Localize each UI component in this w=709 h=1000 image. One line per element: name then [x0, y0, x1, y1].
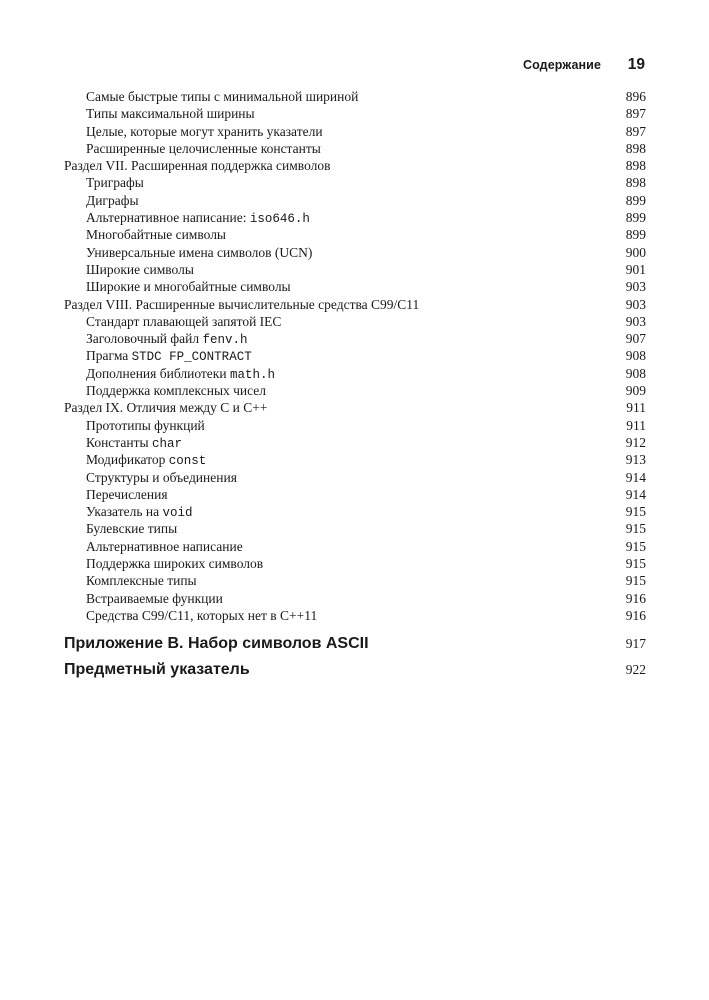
toc-entry-title — [86, 175, 144, 190]
toc-entry-page: 912 — [625, 434, 646, 450]
toc-entry-page: 915 — [625, 504, 646, 520]
toc-entry-title — [86, 227, 226, 242]
toc-entry-page: 913 — [625, 452, 646, 468]
toc-text: Заголовочный файл — [86, 331, 203, 347]
toc-entry-page: 898 — [625, 140, 646, 156]
toc-text: Встраиваемые функции — [86, 590, 223, 606]
toc-text: Альтернативное написание — [86, 538, 243, 554]
toc-subject-index-title: Предметный указатель — [64, 661, 250, 678]
toc-entry-page: 903 — [625, 313, 646, 329]
toc-entry — [64, 192, 646, 209]
toc-text: Раздел IX. Отличия между C и C++ — [64, 400, 268, 416]
toc-text: Комплексные типы — [86, 573, 197, 589]
toc-appendix-b-page: 917 — [625, 636, 646, 651]
toc-entry-page: 915 — [625, 521, 646, 537]
toc-text: Указатель на — [86, 504, 163, 520]
toc-entry — [64, 503, 646, 520]
toc-entry-title — [86, 245, 312, 260]
toc-text: Многобайтные символы — [86, 227, 226, 243]
table-of-contents — [64, 88, 646, 624]
toc-section — [64, 157, 646, 174]
page-number: 19 — [627, 56, 645, 73]
toc-entry-title — [86, 452, 206, 467]
toc-entry-page: 897 — [625, 123, 646, 139]
toc-text: Типы максимальной ширины — [86, 106, 255, 122]
toc-entry — [64, 278, 646, 295]
toc-entry-title — [86, 331, 247, 346]
toc-entry-title — [86, 504, 192, 519]
toc-text: Перечисления — [86, 486, 168, 502]
toc-entry-title — [86, 210, 310, 225]
toc-entry — [64, 209, 646, 226]
toc-entry-page: 911 — [626, 400, 646, 416]
toc-entry-title — [86, 366, 275, 381]
toc-text: Расширенные целочисленные константы — [86, 140, 321, 156]
toc-entry-page: 914 — [625, 486, 646, 502]
toc-entry — [64, 486, 646, 503]
toc-entry — [64, 434, 646, 451]
toc-text: Поддержка комплексных чисел — [86, 383, 267, 399]
toc-entry-page: 914 — [625, 469, 646, 485]
toc-entry-page: 916 — [625, 590, 646, 606]
toc-entry-page: 901 — [625, 261, 646, 277]
toc-entry-page: 916 — [625, 607, 646, 623]
toc-entry-title — [86, 124, 323, 139]
toc-entry — [64, 538, 646, 555]
code-term: const — [168, 454, 207, 469]
toc-entry-page: 903 — [625, 296, 646, 312]
toc-entry-title — [86, 487, 168, 502]
toc-entry — [64, 520, 646, 537]
toc-subject-index — [64, 659, 646, 681]
code-term: fenv.h — [202, 333, 248, 348]
toc-entry-title — [64, 158, 331, 173]
toc-entry-page: 908 — [625, 365, 646, 381]
toc-entry-title — [86, 193, 139, 208]
toc-entry-title — [86, 418, 205, 433]
toc-entry-title — [86, 608, 317, 623]
toc-entry — [64, 590, 646, 607]
toc-entry-title — [86, 314, 281, 329]
toc-text: Триграфы — [86, 175, 144, 191]
toc-appendix-b-title: Приложение B. Набор символов ASCII — [64, 635, 369, 652]
toc-text: Самые быстрые типы с минимальной шириной — [86, 89, 359, 104]
toc-entry — [64, 123, 646, 140]
toc-entry-title — [86, 521, 177, 536]
toc-entry-title — [86, 435, 182, 450]
toc-entry-page: 903 — [625, 279, 646, 295]
code-term: math.h — [229, 367, 275, 382]
toc-entry-page: 898 — [625, 158, 646, 174]
toc-entry-page: 907 — [625, 331, 646, 347]
toc-entry — [64, 572, 646, 589]
toc-entry-title — [86, 470, 237, 485]
toc-text: Прототипы функций — [86, 417, 205, 433]
toc-entry-title — [86, 383, 266, 398]
toc-text: Раздел VIII. Расширенные вычислительные средства C99/C11 — [64, 296, 420, 312]
toc-entry — [64, 607, 646, 624]
toc-text: Универсальные имена символов (UCN) — [86, 244, 313, 260]
toc-text: Дополнения библиотеки — [86, 365, 230, 381]
toc-entry — [64, 140, 646, 157]
toc-entry — [64, 88, 646, 105]
code-term: iso646.h — [249, 212, 310, 227]
toc-text: Структуры и объединения — [86, 469, 237, 485]
toc-entry-title — [86, 89, 358, 104]
toc-entry-page: 915 — [625, 538, 646, 554]
toc-entry — [64, 330, 646, 347]
toc-text: Альтернативное написание: — [86, 210, 250, 226]
toc-entry — [64, 555, 646, 572]
toc-entry-page: 898 — [625, 175, 646, 191]
toc-entry — [64, 226, 646, 243]
toc-entry-page: 897 — [625, 106, 646, 122]
toc-entry-page: 911 — [626, 417, 646, 433]
toc-text: Прагма — [86, 348, 132, 364]
toc-text: Средства C99/C11, которых нет в C++11 — [86, 607, 318, 623]
toc-entry-title — [86, 591, 223, 606]
toc-subject-index-page: 922 — [625, 662, 646, 677]
toc-section — [64, 399, 646, 416]
code-term: STDC FP_CONTRACT — [131, 350, 252, 365]
toc-entry-page: 900 — [625, 244, 646, 260]
toc-entry-page: 899 — [625, 227, 646, 243]
toc-entry-title — [64, 400, 268, 415]
toc-section — [64, 296, 646, 313]
code-term: void — [162, 506, 193, 521]
toc-entry-page: 896 — [625, 89, 646, 104]
toc-entry — [64, 417, 646, 434]
toc-entry — [64, 261, 646, 278]
toc-entry-page: 915 — [625, 556, 646, 572]
toc-text: Стандарт плавающей запятой IEC — [86, 313, 282, 329]
toc-entry — [64, 451, 646, 468]
toc-entry-page: 915 — [625, 573, 646, 589]
toc-entry-page: 909 — [625, 383, 646, 399]
toc-entry-title — [86, 141, 321, 156]
toc-text: Диграфы — [86, 192, 139, 208]
toc-text: Целые, которые могут хранить указатели — [86, 123, 323, 139]
toc-entry-title — [86, 106, 255, 121]
toc-entry — [64, 244, 646, 261]
toc-text: Поддержка широких символов — [86, 556, 264, 572]
toc-entry-page: 908 — [625, 348, 646, 364]
toc-entry-title — [86, 573, 197, 588]
code-term: char — [151, 436, 182, 451]
running-header-title: Содержание — [522, 58, 601, 72]
toc-entry-title — [86, 539, 243, 554]
toc-entry-title — [86, 556, 263, 571]
toc-text: Широкие символы — [86, 261, 194, 277]
toc-text: Булевские типы — [86, 521, 178, 537]
toc-text: Модификатор — [86, 452, 169, 468]
toc-entry-title — [86, 279, 291, 294]
toc-entry — [64, 313, 646, 330]
toc-entry-page: 899 — [625, 192, 646, 208]
toc-appendix-b — [64, 633, 646, 655]
toc-text: Константы — [86, 434, 152, 450]
toc-entry — [64, 365, 646, 382]
toc-entry-page: 899 — [625, 210, 646, 226]
toc-entry-title — [64, 297, 419, 312]
toc-text: Раздел VII. Расширенная поддержка символов — [64, 158, 331, 174]
toc-entry — [64, 382, 646, 399]
toc-entry-title — [86, 348, 252, 363]
toc-entry-title — [86, 262, 194, 277]
toc-text: Широкие и многобайтные символы — [86, 279, 291, 295]
page-header — [0, 56, 709, 76]
toc-entry — [64, 347, 646, 364]
toc-entry — [64, 469, 646, 486]
toc-entry — [64, 105, 646, 122]
toc-entry — [64, 174, 646, 191]
